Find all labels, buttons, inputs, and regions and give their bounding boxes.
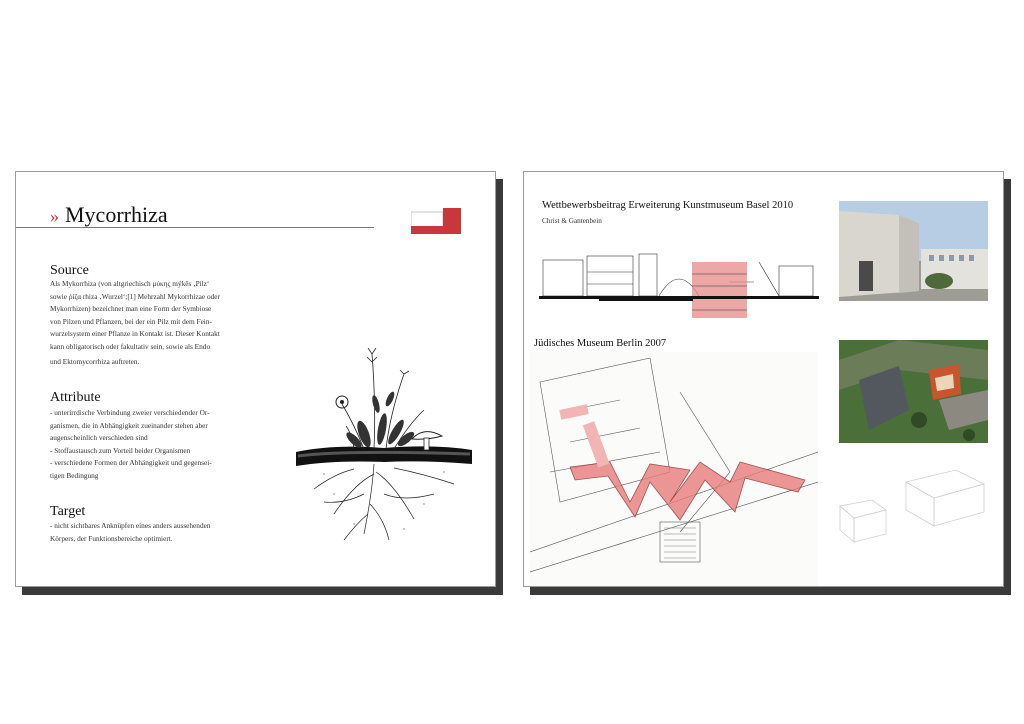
- title-text: Mycorrhiza: [65, 202, 168, 227]
- basel-museum-photo: [839, 201, 988, 301]
- attribute-heading: Attribute: [50, 390, 101, 405]
- attribute-line: - unterirrdische Verbindung zweier verschiedender Or-: [50, 408, 210, 417]
- right-page: [523, 171, 1004, 587]
- wireframe-boxes: [836, 466, 991, 546]
- title-marker: »: [50, 206, 59, 226]
- source-line: sowie ῥίζα rhiza ‚Wurzel‘;[1] Mehrzahl Mykorrhizae oder: [50, 291, 220, 301]
- attribute-line: - Stoffaustausch zum Vorteil beider Organismen: [50, 445, 191, 455]
- attribute-line: tigen Bedingung: [50, 470, 99, 480]
- project2-title: Jüdisches Museum Berlin 2007: [534, 338, 667, 349]
- berlin-site-plan: [530, 352, 818, 586]
- source-line: Als Mykorrhiza (von altgriechisch μύκης mýkēs ‚Pilz‘: [50, 279, 210, 288]
- page-title: [50, 202, 168, 228]
- project1-title: Wettbewerbsbeitrag Erweiterung Kunstmuseum Basel 2010: [542, 200, 794, 211]
- attribute-line: - verschiedene Formen der Abhängigkeit und gegensei-: [50, 458, 212, 468]
- source-line: kann obligatorisch oder fakultativ sein, sowie als Endo: [50, 341, 211, 351]
- target-line: Körpers, der Funktionsbereiche optimiert.: [50, 533, 173, 543]
- basel-section-drawing: [539, 252, 819, 320]
- source-heading: Source: [50, 263, 89, 278]
- target-text: [50, 520, 232, 545]
- source-line: von Pilzen und Pflanzen, bei der ein Pilz mit dem Fein-: [50, 316, 212, 326]
- mycorrhiza-illustration: [294, 344, 474, 544]
- attribute-line: augenscheinlich verschieden sind: [50, 433, 148, 443]
- source-line: wurzelsystem einer Pflanze in Kontakt ist. Dieser Kontakt: [50, 329, 220, 339]
- berlin-aerial-photo: [839, 340, 988, 443]
- target-line: - nicht sichtbares Anknüpfen eines anders aussehenden: [50, 521, 211, 530]
- left-page: [15, 171, 496, 587]
- attribute-text: [50, 407, 232, 483]
- target-heading: Target: [50, 504, 86, 519]
- source-text: [50, 278, 232, 368]
- source-line: Mykorrhizen) bezeichnet man eine Form der Symbiose: [50, 304, 212, 314]
- title-rule: [16, 227, 374, 228]
- attribute-line: ganismen, die in Abhängigkeit zueinander stehen aber: [50, 420, 208, 430]
- source-line: und Ektomycorrhiza auftreten.: [50, 356, 140, 366]
- title-decoration: [411, 208, 463, 234]
- project1-subtitle: Christ & Gantenbein: [542, 217, 602, 225]
